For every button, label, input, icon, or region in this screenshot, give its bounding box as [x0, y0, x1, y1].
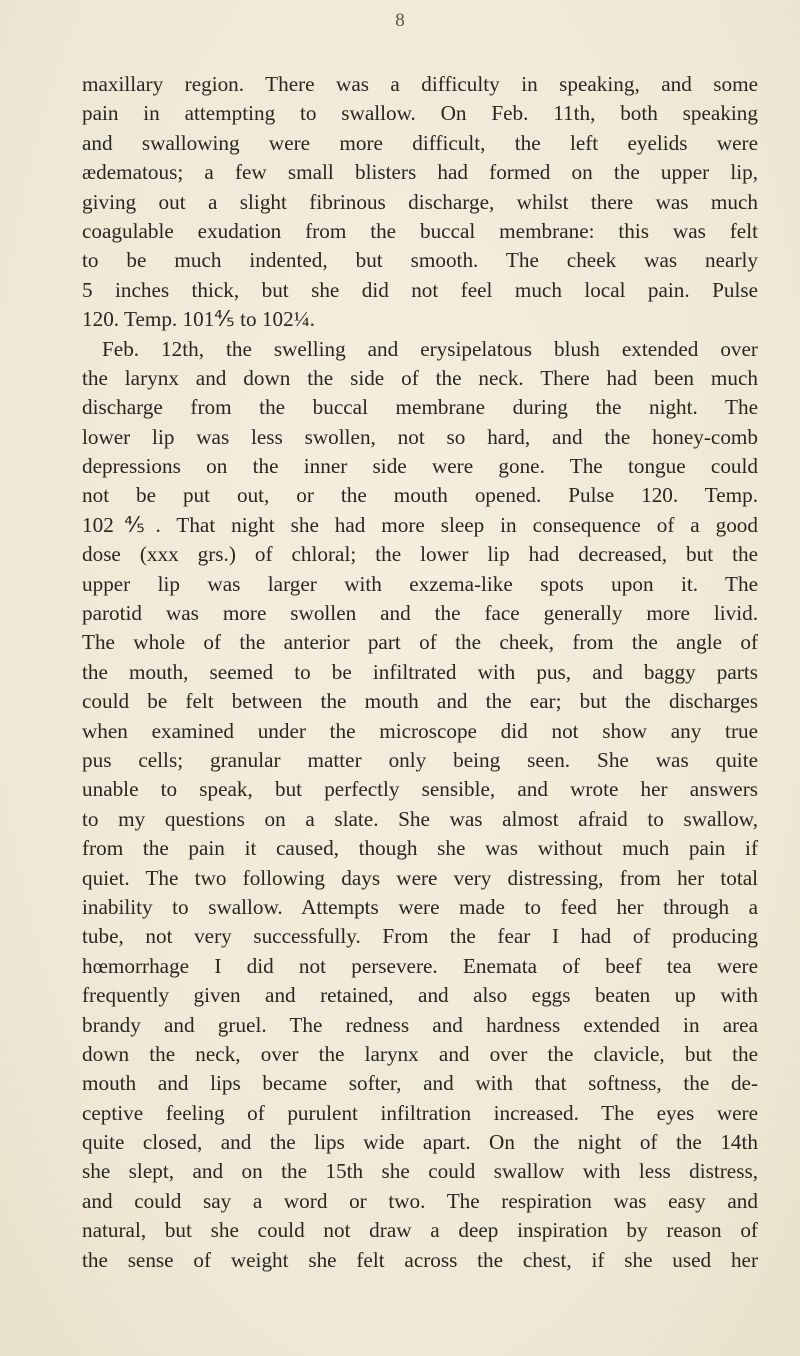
text-line: and could say a word or two. The respiration was easy and — [82, 1188, 758, 1213]
text-line: giving out a slight fibrinous discharge, whilst there was much — [82, 189, 758, 214]
text-line: mouth and lips became softer, and with that softness, the de- — [82, 1071, 758, 1096]
text-line: from the pain it caused, though she was without much pain if — [82, 836, 758, 861]
text-line: down the neck, over the larynx and over the clavicle, but the — [82, 1041, 758, 1066]
text-line: upper lip was larger with exzema-like spots upon it. The — [82, 571, 758, 596]
text-line: lower lip was less swollen, not so hard, and the honey-comb — [82, 424, 758, 449]
text-line: frequently given and retained, and also eggs beaten up with — [82, 983, 758, 1008]
page-number: 8 — [395, 10, 405, 31]
text-line: hœmorrhage I did not persevere. Enemata of beef tea were — [82, 953, 758, 978]
text-line: inability to swallow. Attempts were made to feed her through a — [82, 894, 758, 919]
text-line: dose (xxx grs.) of chloral; the lower lip had decreased, but the — [82, 542, 758, 567]
text-line: pain in attempting to swallow. On Feb. 11th, both speaking — [82, 101, 758, 126]
text-line: maxillary region. There was a difficulty in speaking, and some — [82, 72, 758, 96]
text-line: the larynx and down the side of the neck. There had been much — [82, 365, 758, 390]
text-line: natural, but she could not draw a deep inspiration by reason of — [82, 1218, 758, 1243]
text-line: to be much indented, but smooth. The cheek was nearly — [82, 248, 758, 273]
text-line: ceptive feeling of purulent infiltration increased. The eyes were — [82, 1100, 758, 1125]
text-line: parotid was more swollen and the face generally more livid. — [82, 601, 758, 626]
body-text — [82, 70, 758, 1275]
text-line: 120. Temp. 101⅘ to 102¼. — [82, 307, 315, 332]
text-line: quite closed, and the lips wide apart. On the night of the 14th — [82, 1130, 758, 1155]
text-line: pus cells; granular matter only being seen. She was quite — [82, 747, 758, 772]
text-line: 102⅘. That night she had more sleep in consequence of a good — [82, 512, 758, 537]
text-line: depressions on the inner side were gone. The tongue could — [82, 454, 758, 479]
text-line: and swallowing were more difficult, the left eyelids were — [82, 130, 758, 155]
text-line: she slept, and on the 15th she could swallow with less distress, — [82, 1159, 758, 1184]
text-line: not be put out, or the mouth opened. Pulse 120. Temp. — [82, 483, 758, 508]
text-line: the mouth, seemed to be infiltrated with pus, and baggy parts — [82, 659, 758, 684]
paragraph-start-line: Feb. 12th, the swelling and erysipelatous blush extended over — [102, 336, 758, 361]
text-line: brandy and gruel. The redness and hardness extended in area — [82, 1012, 758, 1037]
text-line: ædematous; a few small blisters had formed on the upper lip, — [82, 160, 758, 185]
text-line: discharge from the buccal membrane during the night. The — [82, 395, 758, 420]
text-line: to my questions on a slate. She was almost afraid to swallow, — [82, 806, 758, 831]
text-line: the sense of weight she felt across the chest, if she used her — [82, 1247, 758, 1272]
text-line: when examined under the microscope did not show any true — [82, 718, 758, 743]
text-line: unable to speak, but perfectly sensible, and wrote her answers — [82, 777, 758, 802]
text-line: tube, not very successfully. From the fear I had of producing — [82, 924, 758, 949]
text-line: The whole of the anterior part of the cheek, from the angle of — [82, 630, 758, 655]
text-line: 5 inches thick, but she did not feel much local pain. Pulse — [82, 277, 758, 302]
text-line: coagulable exudation from the buccal membrane: this was felt — [82, 218, 758, 243]
text-line: quiet. The two following days were very distressing, from her total — [82, 865, 758, 890]
text-line: could be felt between the mouth and the ear; but the discharges — [82, 689, 758, 714]
